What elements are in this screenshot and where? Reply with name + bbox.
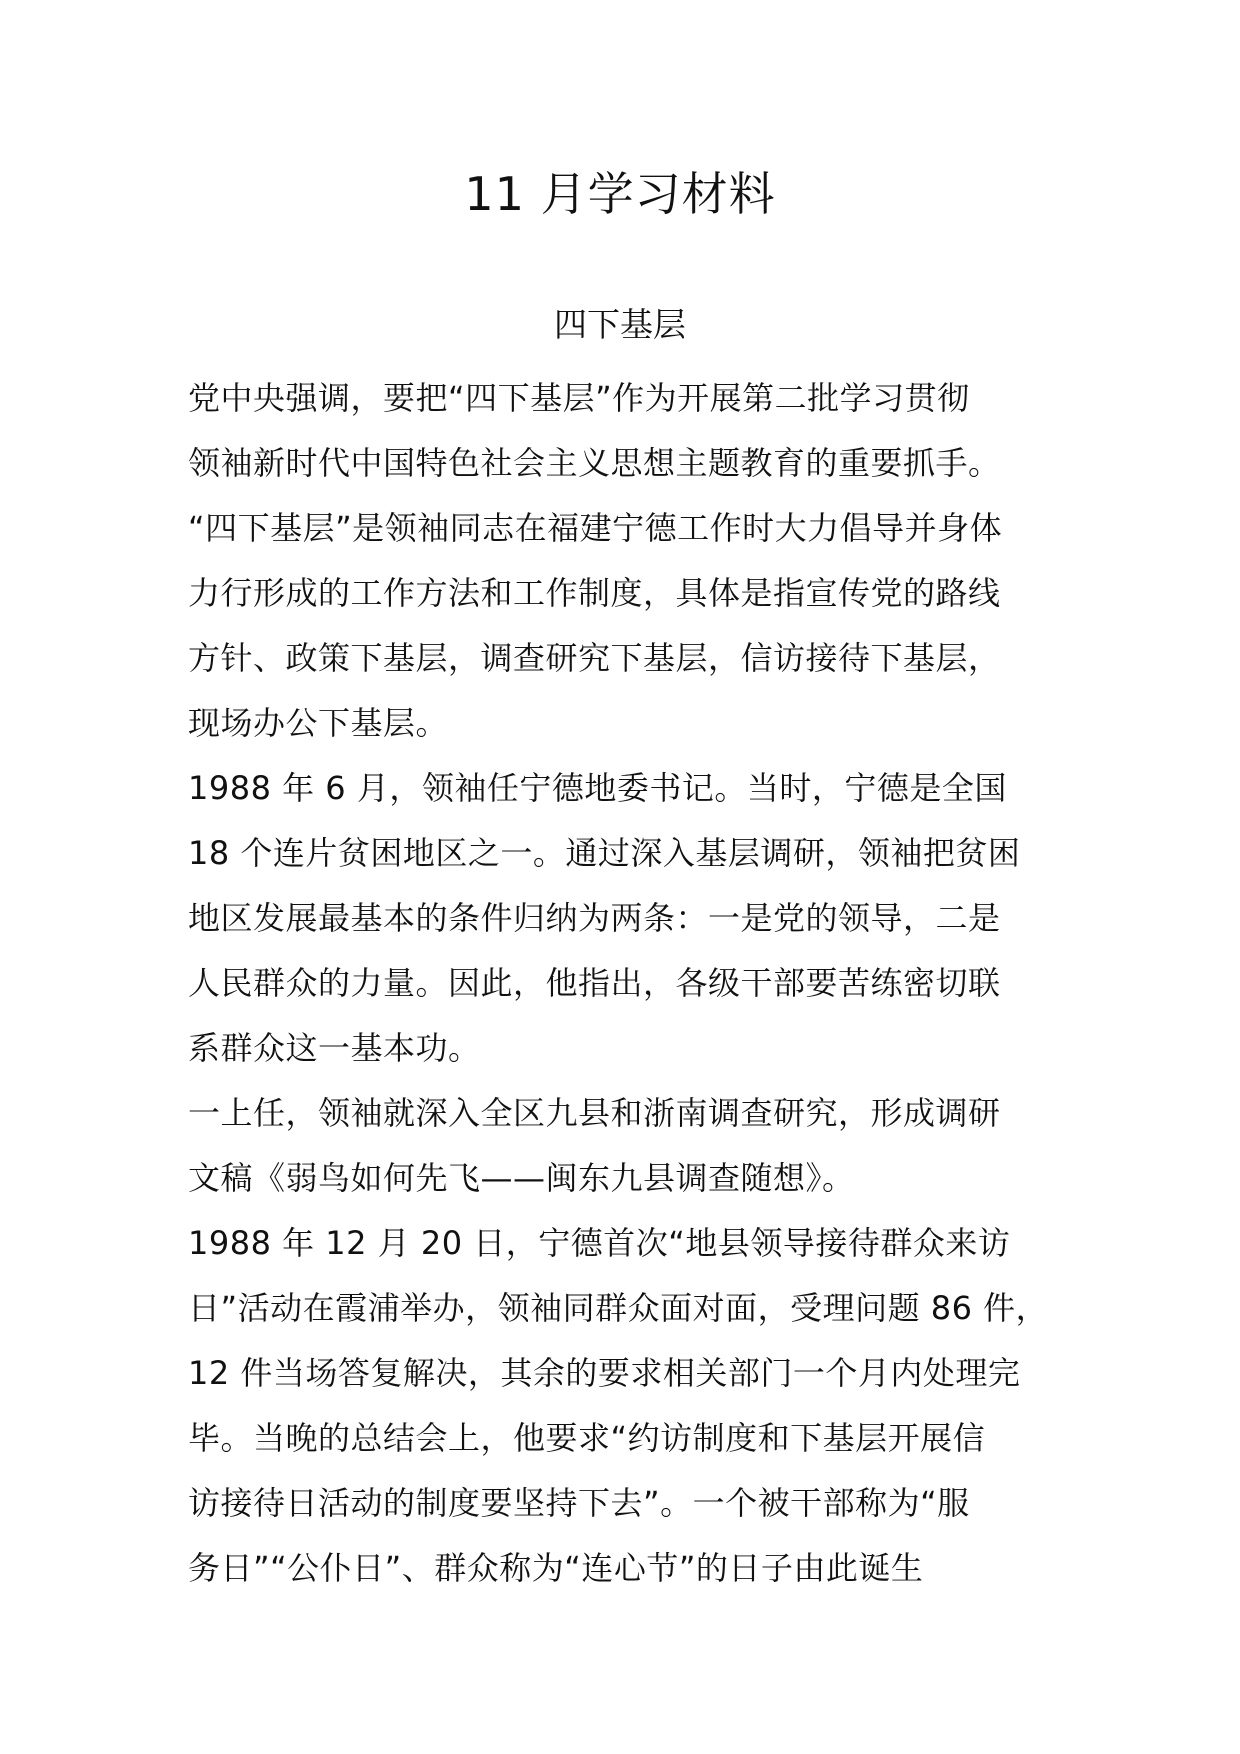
body-line: 文稿《弱鸟如何先飞——闽东九县调查随想》。: [188, 1159, 855, 1197]
section-heading: 四下基层: [554, 305, 686, 344]
body-line: “四下基层”是领袖同志在福建宁德工作时大力倡导并身体: [188, 509, 1003, 547]
body-line: 党中央强调，要把“四下基层”作为开展第二批学习贯彻: [188, 379, 970, 417]
body-line: 12 件当场答复解决，其余的要求相关部门一个月内处理完: [188, 1354, 1021, 1392]
body-line: 现场办公下基层。: [188, 704, 449, 742]
body-line: 毕。当晚的总结会上，他要求“约访制度和下基层开展信: [188, 1419, 986, 1457]
body-line: 人民群众的力量。因此，他指出，各级干部要苦练密切联: [188, 964, 1001, 1002]
body-line: 一上任，领袖就深入全区九县和浙南调查研究，形成调研: [188, 1094, 1001, 1132]
body-line: 方针、政策下基层，调查研究下基层，信访接待下基层，: [188, 639, 1001, 677]
body-line: 领袖新时代中国特色社会主义思想主题教育的重要抓手。: [188, 444, 1001, 482]
body-line: 地区发展最基本的条件归纳为两条：一是党的领导，二是: [188, 899, 1001, 937]
body-line: 1988 年 6 月，领袖任宁德地委书记。当时，宁德是全国: [188, 769, 1007, 807]
body-line: 系群众这一基本功。: [188, 1029, 481, 1067]
body-line: 日”活动在霞浦举办，领袖同群众面对面，受理问题 86 件，: [188, 1289, 1049, 1327]
document-title: 11 月学习材料: [464, 167, 776, 221]
body-line: 力行形成的工作方法和工作制度，具体是指宣传党的路线: [188, 574, 1001, 612]
body-line: 访接待日活动的制度要坚持下去”。一个被干部称为“服: [188, 1484, 970, 1522]
body-line: 务日”“公仆日”、群众称为“连心节”的日子由此诞生: [188, 1549, 924, 1587]
body-line: 18 个连片贫困地区之一。通过深入基层调研，领袖把贫困: [188, 834, 1021, 872]
document-body: [188, 366, 1128, 1601]
body-line: 1988 年 12 月 20 日，宁德首次“地县领导接待群众来访: [188, 1224, 1011, 1262]
